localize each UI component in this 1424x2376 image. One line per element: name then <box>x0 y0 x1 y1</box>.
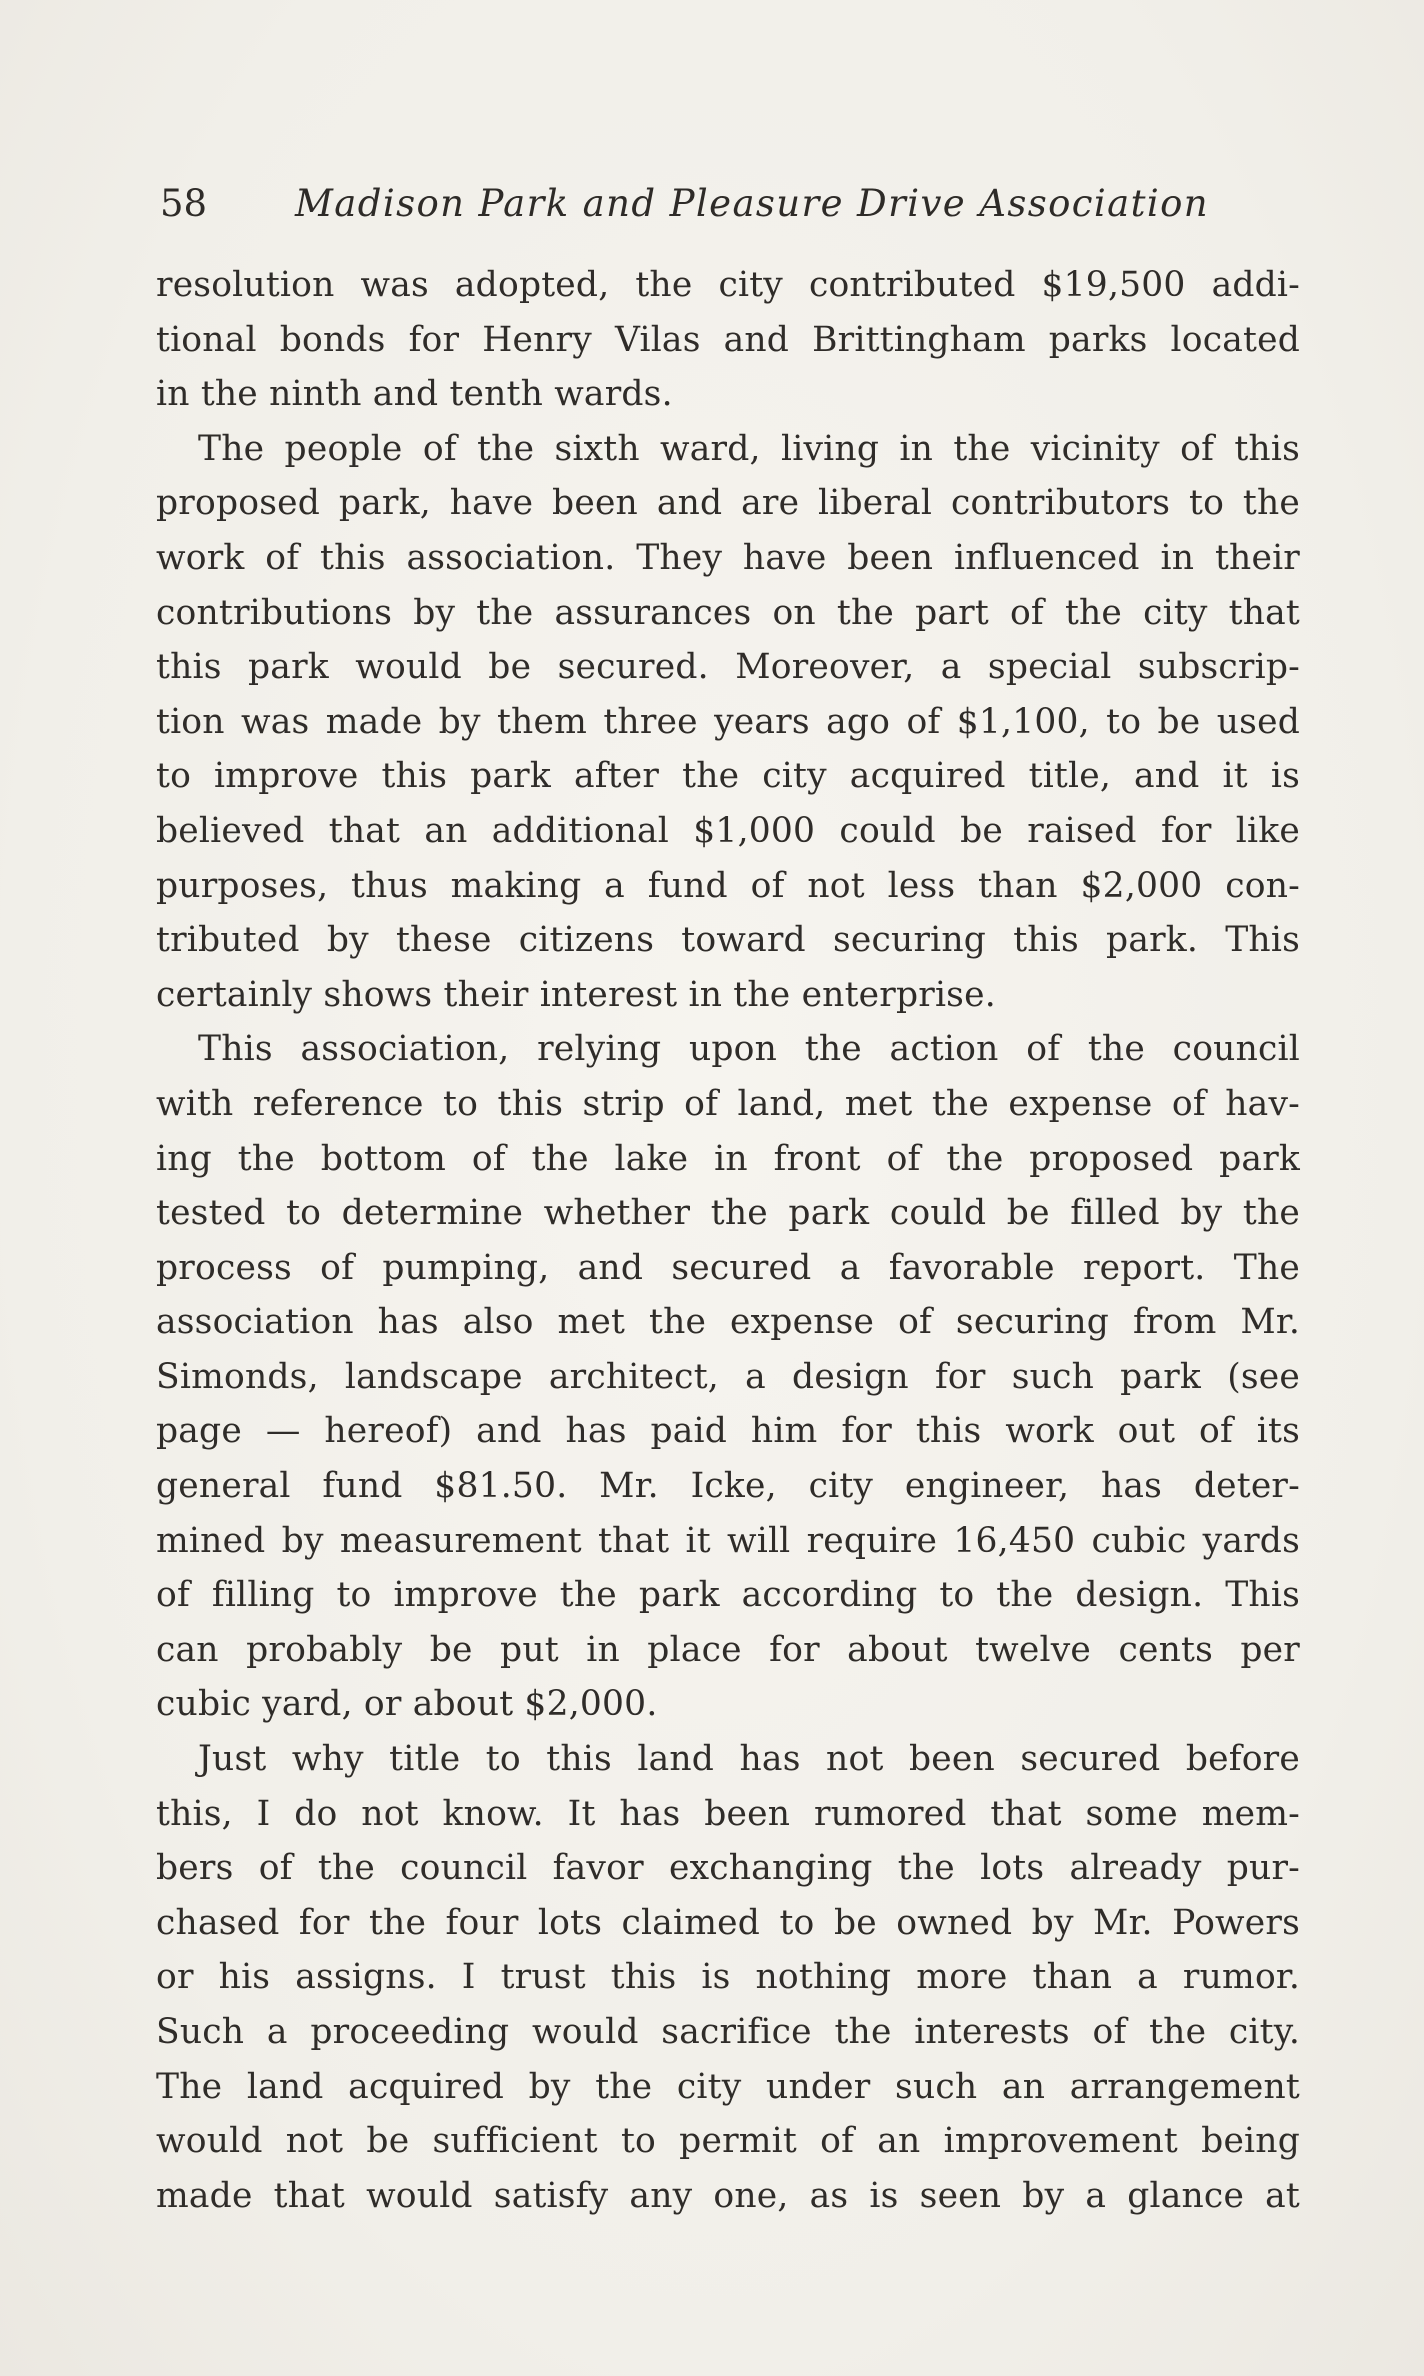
text-line: this park would be secured. Moreover, a special subscrip- <box>156 647 1300 688</box>
text-line: ing the bottom of the lake in front of the proposed park <box>156 1138 1300 1179</box>
text-line: can probably be put in place for about twelve cents per <box>156 1629 1300 1670</box>
text-line: tion was made by them three years ago of $1,100, to be used <box>156 701 1300 742</box>
text-line: Such a proceeding would sacrifice the interests of the city. <box>156 2012 1300 2052</box>
text-line: in the ninth and tenth wards. <box>156 374 673 415</box>
text-line: with reference to this strip of land, met the expense of hav- <box>156 1083 1300 1124</box>
text-line: The land acquired by the city under such an arrangement <box>156 2066 1300 2107</box>
text-line: association has also met the expense of securing from Mr. <box>156 1302 1300 1343</box>
running-title: Madison Park and Pleasure Drive Association <box>295 182 1209 225</box>
text-line: mined by measurement that it will require 16,450 cubic yards <box>156 1520 1300 1561</box>
text-line: The people of the sixth ward, living in the vicinity of this <box>198 428 1300 469</box>
text-line: tional bonds for Henry Vilas and Brittingham parks located <box>156 319 1300 360</box>
text-line: purposes, thus making a fund of not less than $2,000 con- <box>156 865 1300 906</box>
page-header <box>160 172 1300 236</box>
text-line: believed that an additional $1,000 could be raised for like <box>156 810 1300 851</box>
text-line: tested to determine whether the park could be filled by the <box>156 1193 1300 1234</box>
text-line: of filling to improve the park according to the design. This <box>156 1575 1300 1616</box>
page-number: 58 <box>160 182 208 225</box>
text-line: chased for the four lots claimed to be owned by Mr. Powers <box>156 1902 1300 1943</box>
text-line: made that would satisfy any one, as is seen by a glance at <box>156 2175 1300 2216</box>
text-line: work of this association. They have been influenced in their <box>156 537 1300 578</box>
text-line: contributions by the assurances on the part of the city that <box>156 592 1300 633</box>
text-line: bers of the council favor exchanging the lots already pur- <box>156 1848 1300 1889</box>
text-line: general fund $81.50. Mr. Icke, city engineer, has deter- <box>156 1466 1300 1507</box>
text-line: tributed by these citizens toward securing this park. This <box>156 920 1300 961</box>
text-line: Just why title to this land has not been secured before <box>198 1739 1300 1780</box>
text-line: or his assigns. I trust this is nothing more than a rumor. <box>156 1957 1300 1998</box>
text-line: resolution was adopted, the city contributed $19,500 addi- <box>156 265 1300 305</box>
text-line: certainly shows their interest in the enterprise. <box>156 974 996 1015</box>
text-line: to improve this park after the city acquired title, and it is <box>156 756 1300 797</box>
text-line: proposed park, have been and are liberal contributors to the <box>156 483 1300 524</box>
text-line: would not be sufficient to permit of an improvement being <box>156 2121 1300 2162</box>
text-line: process of pumping, and secured a favorable report. The <box>156 1247 1300 1288</box>
text-line: Simonds, landscape architect, a design for such park (see <box>156 1356 1300 1397</box>
text-line: cubic yard, or about $2,000. <box>156 1684 658 1725</box>
text-line: This association, relying upon the action of the council <box>198 1029 1300 1070</box>
body-text <box>156 258 1300 2223</box>
text-line: page — hereof) and has paid him for this work out of its <box>156 1411 1300 1452</box>
text-line: this, I do not know. It has been rumored that some mem- <box>156 1793 1300 1834</box>
